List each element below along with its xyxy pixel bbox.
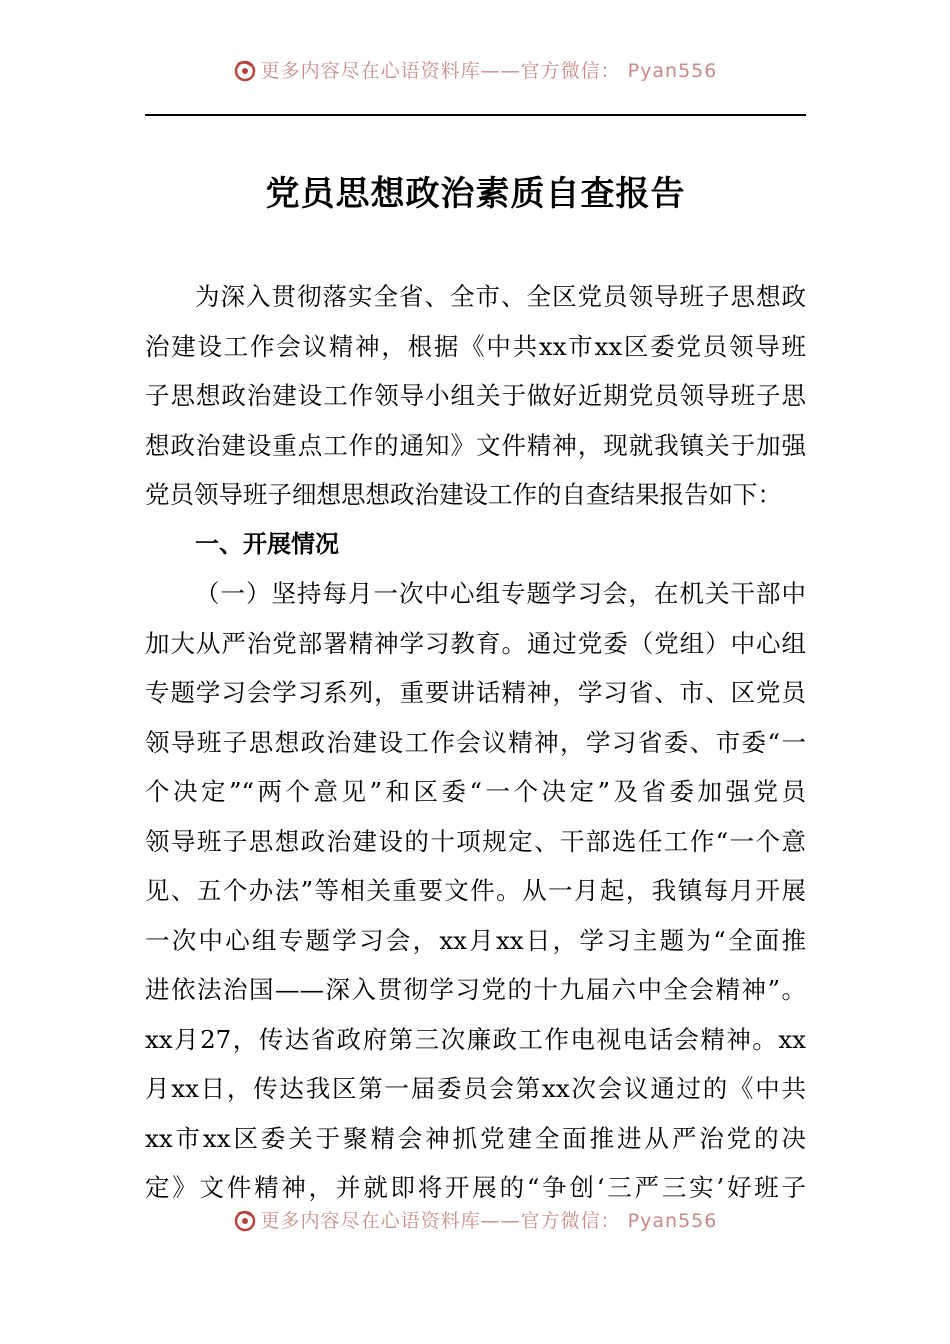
document-body <box>145 272 806 1213</box>
text-line: 想政治建设重点工作的通知》文件精神，现就我镇关于加强 <box>145 430 806 460</box>
text-line: 加大从严治党部署精神学习教育。通过党委（党组）中心组 <box>145 628 806 658</box>
watermark-header <box>0 56 950 86</box>
text-line: 治建设工作会议精神，根据《中共xx市xx区委党员领导班 <box>145 331 806 361</box>
text-line: xx月27，传达省政府第三次廉政工作电视电话会精神。xx <box>145 1024 806 1054</box>
text-line: 一次中心组专题学习会，xx月xx日，学习主题为“全面推 <box>145 925 806 955</box>
watermark-text: 更多内容尽在心语资料库——官方微信： Pyan556 <box>260 60 718 82</box>
text-line: 党员领导班子细想思想政治建设工作的自查结果报告如下： <box>145 480 782 509</box>
watermark-text: 更多内容尽在心语资料库——官方微信： Pyan556 <box>260 1210 718 1232</box>
text-line: 专题学习会学习系列，重要讲话精神，学习省、市、区党员 <box>145 678 806 707</box>
text-line: （一）坚持每月一次中心组专题学习会，在机关干部中 <box>195 579 806 608</box>
section-heading: 一、开展情况 <box>195 529 339 558</box>
text-line: 个决定”“两个意见”和区委“一个决定”及省委加强党员 <box>145 777 806 806</box>
text-line: 子思想政治建设工作领导小组关于做好近期党员领导班子思 <box>145 381 806 410</box>
text-line: 见、五个办法”等相关重要文件。从一月起，我镇每月开展 <box>145 876 806 905</box>
text-line: 为深入贯彻落实全省、全市、全区党员领导班子思想政 <box>195 282 806 311</box>
text-line: xx市xx区委关于聚精会神抓党建全面推进从严治党的决 <box>145 1123 806 1153</box>
watermark-footer <box>0 1206 950 1236</box>
text-line: 领导班子思想政治建设的十项规定、干部选任工作“一个意 <box>145 826 806 856</box>
logo-icon <box>233 58 257 82</box>
text-line: 领导班子思想政治建设工作会议精神，学习省委、市委“一 <box>145 727 806 757</box>
text-line: 进依法治国——深入贯彻学习党的十九届六中全会精神”。 <box>145 975 806 1004</box>
header-rule <box>145 114 806 116</box>
logo-icon <box>233 1208 257 1232</box>
document-title: 党员思想政治素质自查报告 <box>265 174 686 214</box>
text-line: 月xx日，传达我区第一届委员会第xx次会议通过的《中共 <box>145 1074 806 1103</box>
text-line: 定》文件精神，并就即将开展的“争创‘三严三实’好班子 <box>145 1173 806 1202</box>
